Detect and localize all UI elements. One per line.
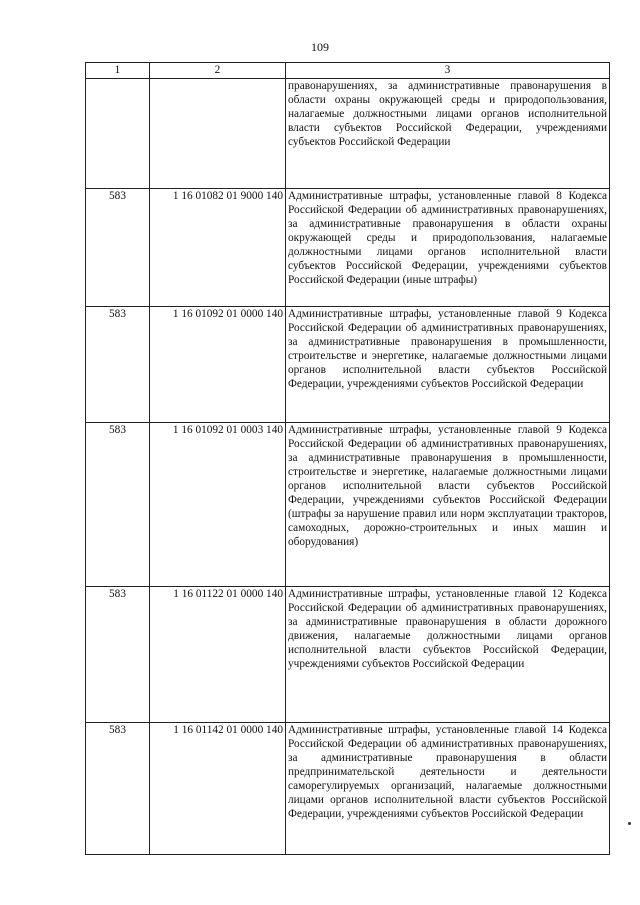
- budget-code-cell: 1 16 01082 01 9000 140: [150, 189, 286, 307]
- table-row: [86, 189, 610, 307]
- description-cell: Административные штрафы, установленные главой 9 Кодекса Российской Федерации об административных правонарушениях, за административные правонарушения в промышленности, строительстве и энергетике, налагаемые должностными лицами органов исполнительной власти субъектов Российской Федерации, учреждениями субъектов Российской Федерации (штрафы за нарушение правил или норм эксплуатации тракторов, самоходных, дорожно-строительных и иных машин и оборудования): [286, 423, 610, 587]
- table-row: [86, 79, 610, 189]
- budget-code-cell: 1 16 01092 01 0003 140: [150, 423, 286, 587]
- budget-code-cell: 1 16 01142 01 0000 140: [150, 723, 286, 855]
- column-header-1: 1: [86, 63, 150, 79]
- table-row: [86, 723, 610, 855]
- row-number-cell: [86, 79, 150, 189]
- page-number: 109: [311, 40, 329, 54]
- budget-code-cell: 1 16 01122 01 0000 140: [150, 587, 286, 723]
- table-row: [86, 307, 610, 423]
- budget-code-cell: [150, 79, 286, 189]
- row-number-cell: 583: [86, 307, 150, 423]
- row-number-cell: 583: [86, 723, 150, 855]
- description-cell: Административные штрафы, установленные главой 14 Кодекса Российской Федерации об административных правонарушениях, за административные правонарушения в области предпринимательской деятельности и деятельности саморегулируемых организаций, налагаемые должностными лицами органов исполнительной власти субъектов Российской Федерации, учреждениями субъектов Российской Федерации: [286, 723, 610, 855]
- description-cell: Административные штрафы, установленные главой 9 Кодекса Российской Федерации об административных правонарушениях, за административные правонарушения в промышленности, строительстве и энергетике, налагаемые должностными лицами органов исполнительной власти субъектов Российской Федерации, учреждениями субъектов Российской Федерации: [286, 307, 610, 423]
- scan-speck: [628, 822, 631, 825]
- budget-code-cell: 1 16 01092 01 0000 140: [150, 307, 286, 423]
- table-row: [86, 587, 610, 723]
- fines-table: [85, 62, 610, 855]
- table-header-row: [86, 63, 610, 79]
- table-row: [86, 423, 610, 587]
- column-header-3: 3: [286, 63, 610, 79]
- description-cell: Административные штрафы, установленные главой 12 Кодекса Российской Федерации об административных правонарушениях, за административные правонарушения в области дорожного движения, налагаемые должностными лицами органов исполнительной власти субъектов Российской Федерации, учреждениями субъектов Российской Федерации: [286, 587, 610, 723]
- description-cell: Административные штрафы, установленные главой 8 Кодекса Российской Федерации об административных правонарушениях, за административные правонарушения в области охраны окружающей среды и природопользования, налагаемые должностными лицами органов исполнительной власти субъектов Российской Федерации, учреждениями субъектов Российской Федерации (иные штрафы): [286, 189, 610, 307]
- row-number-cell: 583: [86, 423, 150, 587]
- row-number-cell: 583: [86, 189, 150, 307]
- description-cell: правонарушениях, за административные правонарушения в области охраны окружающей среды и природопользования, налагаемые должностными лицами органов исполнительной власти субъектов Российской Федерации, учреждениями субъектов Российской Федерации: [286, 79, 610, 189]
- column-header-2: 2: [150, 63, 286, 79]
- row-number-cell: 583: [86, 587, 150, 723]
